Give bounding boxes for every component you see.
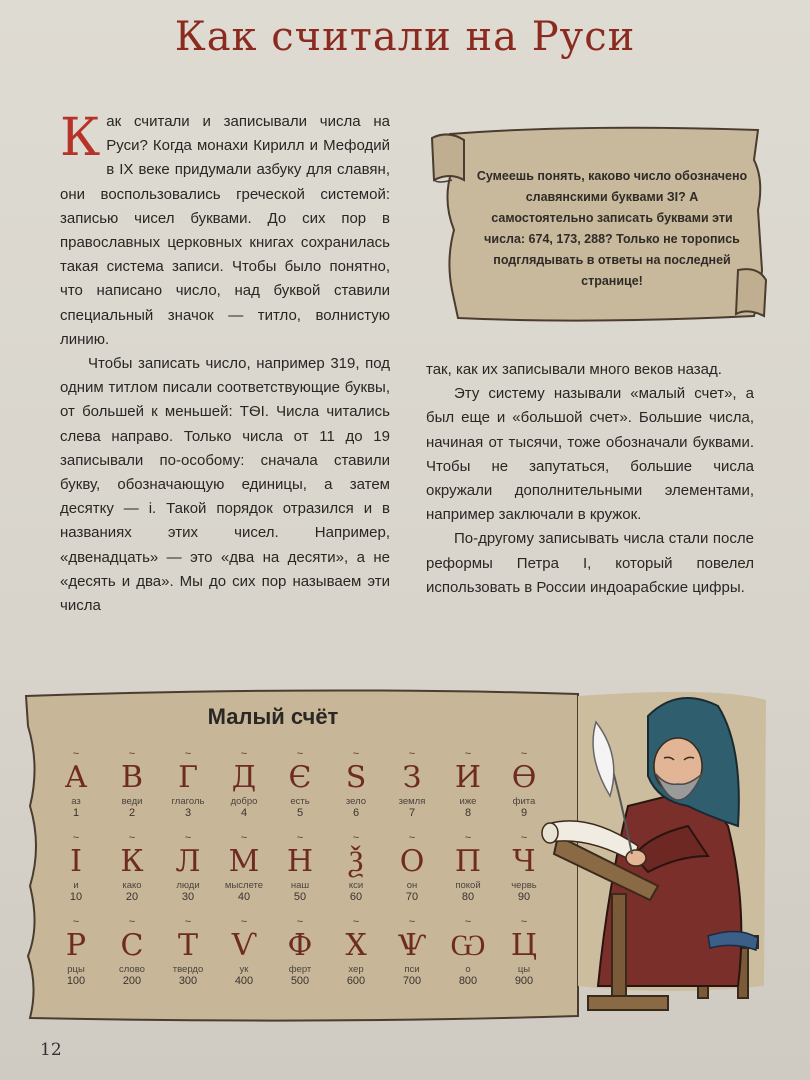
- numeral-value: 10: [69, 891, 83, 903]
- numeral-value: 50: [293, 891, 307, 903]
- numeral-letter: В: [120, 760, 144, 795]
- titlo-mark: ~: [72, 748, 80, 760]
- numeral-value: 500: [290, 975, 310, 987]
- letter-name: ферт: [288, 964, 312, 975]
- letter-name: о: [465, 964, 471, 975]
- numeral-value: 3: [184, 807, 192, 819]
- numeral-letter: И: [454, 760, 482, 795]
- letter-name: хер: [348, 964, 364, 975]
- titlo-mark: ~: [240, 748, 248, 760]
- numeral-grid: [48, 748, 568, 1000]
- numeral-cell: [216, 748, 272, 832]
- small-count-panel: [18, 686, 778, 1030]
- numeral-cell: [104, 916, 160, 1000]
- numeral-value: 8: [464, 807, 472, 819]
- numeral-cell: [160, 832, 216, 916]
- numeral-value: 90: [517, 891, 531, 903]
- drop-cap: К: [60, 108, 101, 168]
- paragraph-continued: так, как их записывали много веков назад.: [426, 361, 722, 378]
- numeral-value: 6: [352, 807, 360, 819]
- titlo-mark: ~: [72, 916, 80, 928]
- numeral-letter: А: [64, 760, 88, 795]
- page-number: 12: [40, 1040, 62, 1060]
- numeral-letter: І: [70, 844, 82, 879]
- numeral-cell: [216, 832, 272, 916]
- letter-name: ук: [239, 964, 249, 975]
- titlo-mark: ~: [520, 748, 528, 760]
- letter-name: како: [122, 880, 142, 891]
- numeral-cell: [160, 748, 216, 832]
- letter-name: покой: [455, 880, 481, 891]
- titlo-mark: ~: [464, 832, 472, 844]
- titlo-mark: ~: [296, 832, 304, 844]
- monk-scribe-illustration: [538, 686, 778, 1030]
- numeral-value: 700: [402, 975, 422, 987]
- numeral-letter: Ѡ: [450, 928, 486, 963]
- letter-name: иже: [459, 796, 477, 807]
- numeral-cell: [328, 916, 384, 1000]
- numeral-value: 9: [520, 807, 528, 819]
- titlo-mark: ~: [464, 748, 472, 760]
- titlo-mark: ~: [72, 832, 80, 844]
- numeral-letter: Ѯ: [348, 844, 364, 879]
- numeral-cell: [384, 748, 440, 832]
- titlo-mark: ~: [352, 748, 360, 760]
- numeral-letter: Т: [177, 928, 198, 963]
- numeral-value: 400: [234, 975, 254, 987]
- letter-name: червь: [511, 880, 537, 891]
- numeral-value: 30: [181, 891, 195, 903]
- letter-name: и: [73, 880, 79, 891]
- table-title: Малый счёт: [207, 704, 339, 729]
- titlo-mark: ~: [240, 832, 248, 844]
- titlo-mark: ~: [352, 832, 360, 844]
- numeral-value: 900: [514, 975, 534, 987]
- letter-name: добро: [230, 796, 258, 807]
- numeral-value: 800: [458, 975, 478, 987]
- numeral-cell: [328, 748, 384, 832]
- titlo-mark: ~: [408, 748, 416, 760]
- numeral-value: 70: [405, 891, 419, 903]
- numeral-cell: [48, 832, 104, 916]
- letter-name: мыслете: [224, 880, 264, 891]
- titlo-mark: ~: [184, 748, 192, 760]
- numeral-letter: З: [402, 760, 422, 795]
- puzzle-scroll: [428, 120, 768, 330]
- numeral-cell: [216, 916, 272, 1000]
- numeral-value: 60: [349, 891, 363, 903]
- numeral-cell: [48, 916, 104, 1000]
- numeral-cell: [272, 916, 328, 1000]
- letter-name: наш: [290, 880, 310, 891]
- tens-row: [48, 832, 568, 916]
- numeral-letter: Ф: [287, 928, 313, 963]
- titlo-mark: ~: [184, 916, 192, 928]
- paragraph-writing-numbers: Чтобы записать число, например 319, под одним титлом писали соответствующие буквы, от большей к меньшей: ТѲI. Числа читались слева направо. Только числа от 11 до 19 записывали по-особому: сначала ставили букву, обозначающую единицы, а затем десятку — і. Такой порядок отразился и в названиях этих чисел. Например, «двенадцать» — это «два на десяти», а не «десять и два». Мы до сих пор называем эти числа: [60, 355, 390, 615]
- numeral-letter: Л: [175, 844, 201, 879]
- titlo-mark: ~: [520, 832, 528, 844]
- numeral-value: 4: [240, 807, 248, 819]
- numeral-letter: Ч: [512, 844, 536, 879]
- numeral-cell: [104, 832, 160, 916]
- numeral-value: 80: [461, 891, 475, 903]
- paragraph-intro: [60, 110, 390, 352]
- numeral-cell: [384, 832, 440, 916]
- numeral-letter: Ѵ: [231, 928, 257, 963]
- letter-name: веди: [121, 796, 143, 807]
- titlo-mark: ~: [240, 916, 248, 928]
- numeral-letter: Ѳ: [511, 760, 537, 795]
- units-row: [48, 748, 568, 832]
- left-text-column: [60, 110, 390, 618]
- numeral-letter: Х: [345, 928, 367, 963]
- numeral-letter: Ѕ: [345, 760, 367, 795]
- titlo-mark: ~: [296, 916, 304, 928]
- titlo-mark: ~: [464, 916, 472, 928]
- numeral-value: 600: [346, 975, 366, 987]
- numeral-letter: Н: [286, 844, 314, 879]
- letter-name: твердо: [172, 964, 204, 975]
- letter-name: кси: [348, 880, 364, 891]
- numeral-letter: Р: [65, 928, 87, 963]
- numeral-letter: Д: [231, 760, 257, 795]
- numeral-value: 300: [178, 975, 198, 987]
- hundreds-row: [48, 916, 568, 1000]
- titlo-mark: ~: [408, 916, 416, 928]
- letter-name: есть: [290, 796, 310, 807]
- numeral-letter: К: [120, 844, 144, 879]
- puzzle-text: Сумеешь понять, каково число обозначено славянскими буквами ЗІ? А самостоятельно записать буквами эти числа: 674, 173, 288? Только не торопись подглядывать в ответы на последней странице!: [476, 169, 748, 288]
- numeral-cell: [440, 916, 496, 1000]
- letter-name: люди: [176, 880, 200, 891]
- numeral-letter: Ц: [510, 928, 538, 963]
- paragraph-big-count: Эту систему называли «малый счет», а был еще и «большой счет». Большие числа, начиная от тысячи, тоже обозначали буквами. Чтобы не запутаться, большие числа окружали дополнительными элементами, например заключали в кружок.: [426, 385, 754, 524]
- titlo-mark: ~: [520, 916, 528, 928]
- numeral-value: 40: [237, 891, 251, 903]
- titlo-mark: ~: [408, 832, 416, 844]
- numeral-letter: М: [228, 844, 260, 879]
- numeral-cell: [272, 748, 328, 832]
- titlo-mark: ~: [352, 916, 360, 928]
- numeral-cell: [440, 748, 496, 832]
- numeral-cell: [328, 832, 384, 916]
- letter-name: аз: [71, 796, 81, 807]
- numeral-value: 1: [72, 807, 80, 819]
- letter-name: он: [406, 880, 418, 891]
- numeral-value: 5: [296, 807, 304, 819]
- numeral-cell: [160, 916, 216, 1000]
- numeral-value: 100: [66, 975, 86, 987]
- page-title: Как считали на Руси: [174, 14, 636, 60]
- letter-name: пси: [404, 964, 420, 975]
- numeral-value: 7: [408, 807, 416, 819]
- titlo-mark: ~: [128, 832, 136, 844]
- letter-name: глаголь: [171, 796, 205, 807]
- numeral-value: 20: [125, 891, 139, 903]
- numeral-letter: Є: [288, 760, 312, 795]
- numeral-letter: О: [399, 844, 425, 879]
- letter-name: рцы: [67, 964, 85, 975]
- titlo-mark: ~: [128, 748, 136, 760]
- numeral-cell: [384, 916, 440, 1000]
- titlo-mark: ~: [128, 916, 136, 928]
- numeral-cell: [104, 748, 160, 832]
- numeral-letter: Ѱ: [397, 928, 427, 963]
- paragraph-intro-text: ак считали и записывали числа на Руси? Когда монахи Кирилл и Мефодий в IX веке придумали азбуку для славян, они воспользовались греческой системой: записью чисел буквами. До сих пор в православных церковных книгах сохранилась такая система записи. Чтобы было понятно, что написано число, над буквой ставили специальный значок — титло, волнистую линию.: [60, 113, 390, 348]
- numeral-letter: С: [120, 928, 144, 963]
- numeral-cell: [440, 832, 496, 916]
- letter-name: слово: [119, 964, 145, 975]
- numeral-letter: Г: [178, 760, 198, 795]
- numeral-cell: [48, 748, 104, 832]
- letter-name: зело: [345, 796, 367, 807]
- letter-name: земля: [398, 796, 426, 807]
- titlo-mark: ~: [184, 832, 192, 844]
- letter-name: фита: [512, 796, 536, 807]
- right-text-column: [426, 358, 754, 600]
- paragraph-peter-reform: По-другому записывать числа стали после реформы Петра I, который повелел использовать в России индоарабские цифры.: [426, 530, 754, 596]
- numeral-letter: П: [454, 844, 482, 879]
- letter-name: цы: [517, 964, 531, 975]
- numeral-value: 200: [122, 975, 142, 987]
- numeral-value: 2: [128, 807, 136, 819]
- numeral-cell: [272, 832, 328, 916]
- titlo-mark: ~: [296, 748, 304, 760]
